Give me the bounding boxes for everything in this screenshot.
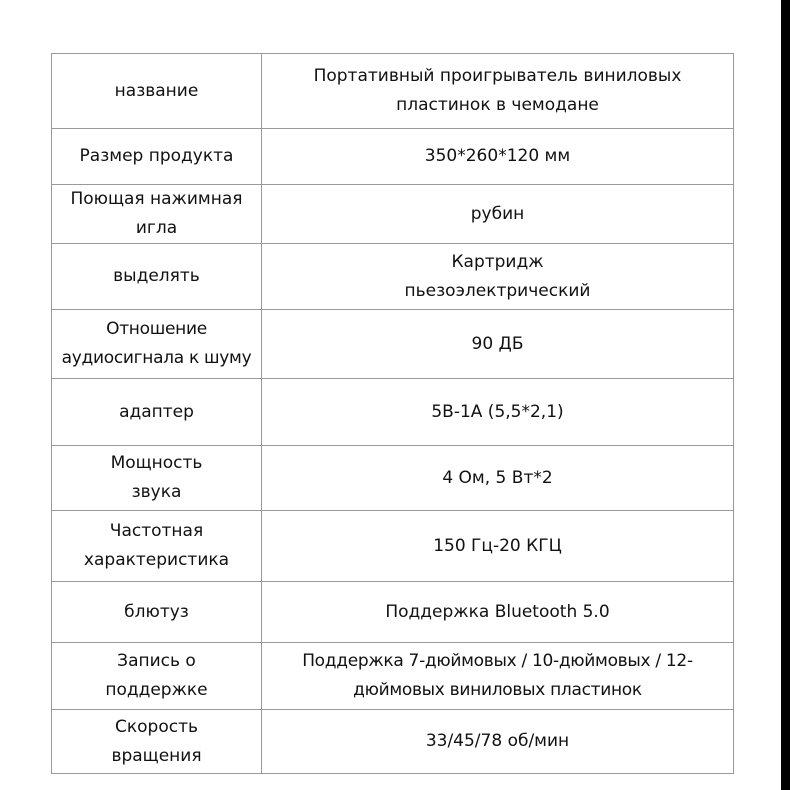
spec-value-text: 4 Ом, 5 Вт*2 bbox=[442, 467, 553, 488]
spec-row-stylus bbox=[52, 185, 734, 244]
spec-label-text: вращения bbox=[111, 745, 202, 766]
spec-label-text: аудиосигнала к шуму bbox=[61, 348, 252, 368]
spec-label bbox=[52, 379, 262, 446]
spec-value bbox=[262, 244, 734, 310]
spec-label-text: Размер продукта bbox=[79, 146, 234, 166]
spec-value-text: 150 Гц-20 КГЦ bbox=[433, 535, 562, 556]
spec-label-text: Поющая нажимная bbox=[70, 189, 243, 209]
spec-value bbox=[262, 129, 734, 185]
spec-label-text: Частотная bbox=[109, 521, 204, 541]
spec-label bbox=[52, 310, 262, 379]
spec-value bbox=[262, 582, 734, 643]
spec-label bbox=[52, 710, 262, 774]
spec-value-text: Портативный проигрыватель виниловых bbox=[313, 66, 682, 86]
spec-label bbox=[52, 185, 262, 244]
spec-label-text: поддержке bbox=[105, 680, 208, 700]
spec-label bbox=[52, 129, 262, 185]
spec-value bbox=[262, 310, 734, 379]
spec-value-text: рубин bbox=[470, 203, 525, 224]
spec-label bbox=[52, 582, 262, 643]
spec-label-text: Мощность bbox=[110, 453, 203, 473]
spec-label bbox=[52, 643, 262, 710]
spec-value-text: пластинок в чемодане bbox=[396, 95, 599, 115]
spec-row-speed bbox=[52, 710, 734, 774]
spec-label-text: характеристика bbox=[83, 550, 230, 570]
spec-value bbox=[262, 446, 734, 511]
spec-label bbox=[52, 446, 262, 511]
spec-label-text: игла bbox=[135, 218, 178, 238]
spec-value-text: Картридж bbox=[451, 251, 544, 272]
spec-value bbox=[262, 379, 734, 446]
spec-value bbox=[262, 643, 734, 710]
spec-row-frequency bbox=[52, 511, 734, 582]
spec-row-cartridge bbox=[52, 244, 734, 310]
spec-row-size bbox=[52, 129, 734, 185]
spec-value-text: дюймовых виниловых пластинок bbox=[353, 680, 642, 700]
spec-table bbox=[51, 53, 734, 774]
spec-row-record-support bbox=[52, 643, 734, 710]
spec-row-adapter bbox=[52, 379, 734, 446]
spec-label bbox=[52, 244, 262, 310]
spec-label-text: звука bbox=[131, 482, 182, 502]
spec-row-name bbox=[52, 54, 734, 129]
spec-row-bluetooth bbox=[52, 582, 734, 643]
spec-value-text: Поддержка 7-дюймовых / 10-дюймовых / 12- bbox=[302, 651, 693, 671]
spec-label bbox=[52, 54, 262, 129]
spec-value bbox=[262, 710, 734, 774]
spec-label-text: Отношение bbox=[106, 319, 207, 339]
spec-value-text: 5В-1А (5,5*2,1) bbox=[431, 401, 564, 422]
spec-value bbox=[262, 511, 734, 582]
spec-value-text: 33/45/78 об/мин bbox=[425, 731, 570, 751]
spec-row-power bbox=[52, 446, 734, 511]
spec-value-text: Поддержка Bluetooth 5.0 bbox=[385, 601, 610, 622]
spec-label bbox=[52, 511, 262, 582]
spec-value-text: пьезоэлектрический bbox=[404, 280, 591, 301]
spec-label-text: адаптер bbox=[119, 401, 194, 422]
spec-label-text: выделять bbox=[113, 266, 200, 286]
spec-label-text: название bbox=[114, 80, 199, 101]
spec-value bbox=[262, 54, 734, 129]
spec-value-text: 350*260*120 мм bbox=[424, 146, 571, 166]
spec-row-snr bbox=[52, 310, 734, 379]
spec-value bbox=[262, 185, 734, 244]
spec-label-text: блютуз bbox=[124, 601, 189, 622]
spec-value-text: 90 ДБ bbox=[471, 333, 524, 354]
spec-label-text: Скорость bbox=[115, 716, 198, 737]
spec-label-text: Запись о bbox=[117, 651, 196, 671]
